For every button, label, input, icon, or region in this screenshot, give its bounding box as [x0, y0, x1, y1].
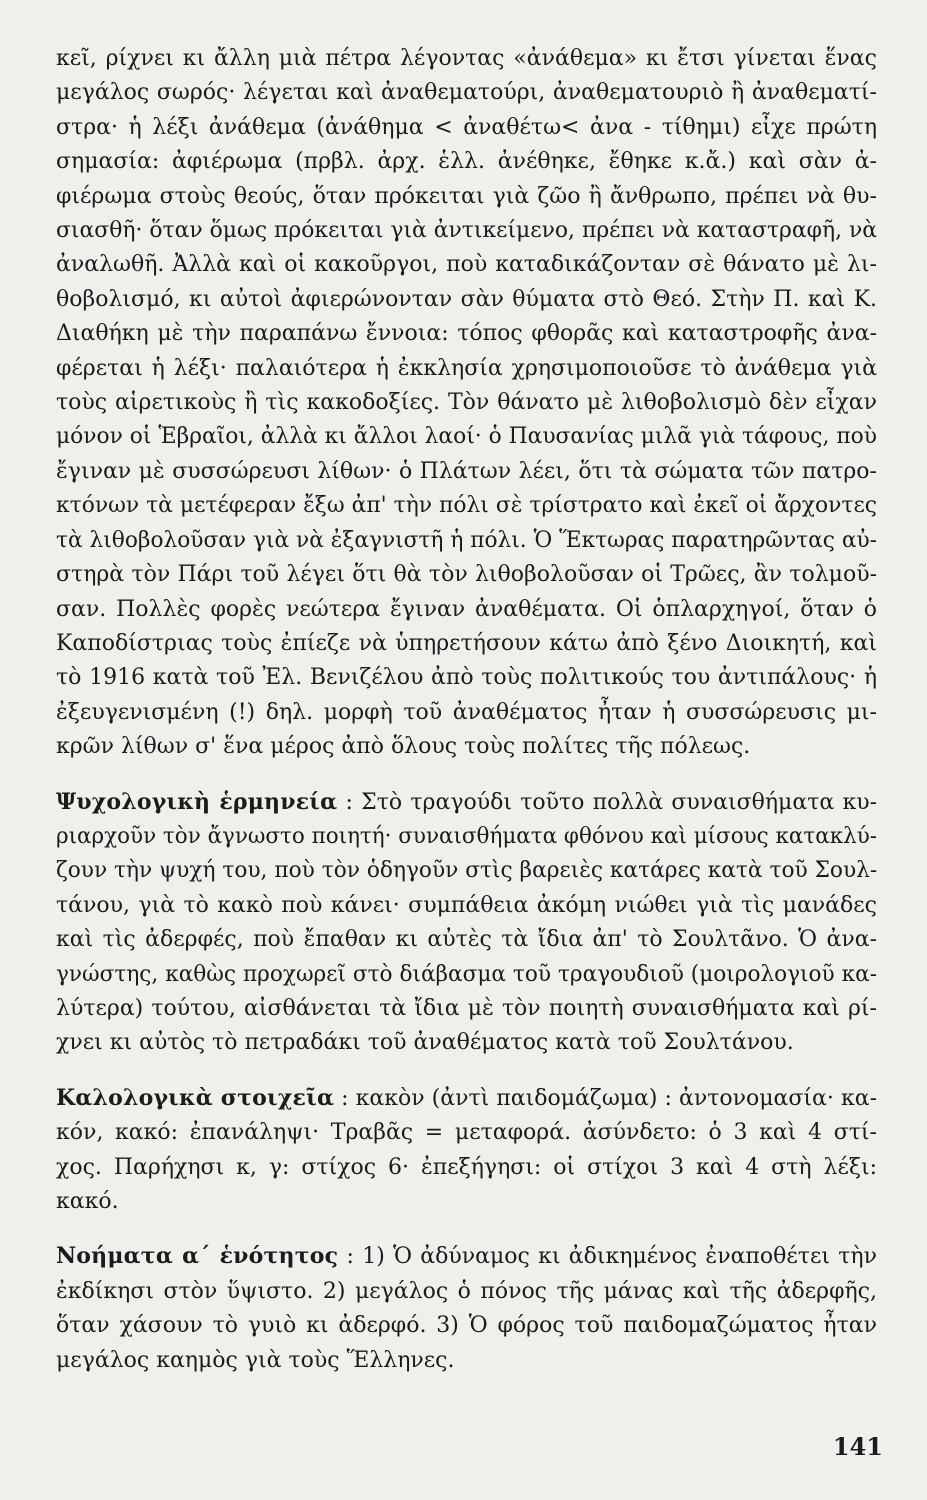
- text-line: ὅταν χάσουν τὸ γυιὸ κι ἀδερφό. 3) Ὁ φόρος τοῦ παιδομαζώματος ἦταν: [56, 1313, 877, 1339]
- paragraph-anathema: [56, 42, 877, 765]
- text-line: σαν. Πολλὲς φορὲς νεώτερα ἔγιναν ἀναθέματα. Οἱ ὁπλαρχηγοί, ὅταν ὁ: [56, 596, 877, 622]
- section-text-start: : κακὸν (ἀντὶ παιδομάζωμα) : ἀντονομασία· κα-: [341, 1085, 877, 1111]
- text-line: στρα· ἡ λέξι ἀνάθεμα (ἀνάθημα < ἀναθέτω< ἀνα - τίθημι) εἶχε πρώτη: [56, 114, 877, 140]
- text-line: ἐξευγενισμένη (!) δηλ. μορφὴ τοῦ ἀναθέματος ἦταν ἡ συσσώρευσις μι-: [56, 699, 877, 725]
- text-line: μεγάλος καημὸς γιὰ τοὺς Ἕλληνες.: [56, 1347, 455, 1373]
- page-number: 141: [832, 1432, 883, 1461]
- text-line: [56, 785, 877, 820]
- text-line: [56, 1239, 877, 1274]
- text-line: ἔγιναν μὲ συσσώρευσι λίθων· ὁ Πλάτων λέει, ὅτι τὰ σώματα τῶν πατρο-: [56, 458, 877, 484]
- section-text-start: : Στὸ τραγούδι τοῦτο πολλὰ συναισθήματα κυ-: [345, 789, 877, 815]
- section-heading: Καλολογικὰ στοιχεῖα: [56, 1084, 335, 1111]
- text-line: θοβολισμό, κι αὐτοὶ ἀφιερώνονταν σὰν θύματα στὸ Θεό. Στὴν Π. καὶ Κ.: [56, 286, 877, 312]
- text-line: λύτερα) τούτου, αἰσθάνεται τὰ ἴδια μὲ τὸν ποιητὴ συναισθήματα καὶ ρί-: [56, 995, 877, 1021]
- text-line: κεῖ, ρίχνει κι ἄλλη μιὰ πέτρα λέγοντας «ἀνάθεμα» κι ἔτσι γίνεται ἕνας: [56, 46, 877, 71]
- text-line: μεγάλος σωρός· λέγεται καὶ ἀναθεματούρι, ἀναθεματουριὸ ἢ ἀναθεματί-: [56, 80, 877, 106]
- section-heading: Νοήματα α΄ ἑνότητος: [56, 1243, 339, 1270]
- text-line: ριαρχοῦν τὸν ἄγνωστο ποιητή· συναισθήματα φθόνου καὶ μίσους κατακλύ-: [56, 823, 877, 849]
- section-meanings-unit-a: [56, 1239, 877, 1378]
- text-line: τοὺς αἱρετικοὺς ἢ τὶς κακοδοξίες. Τὸν θάνατο μὲ λιθοβολισμὸ δὲν εἶχαν: [56, 390, 877, 416]
- text-line: σιασθῆ· ὅταν ὅμως πρόκειται γιὰ ἀντικείμενο, πρέπει νὰ καταστραφῆ, νὰ: [56, 218, 877, 244]
- text-line: τάνου, γιὰ τὸ κακὸ ποὺ κάνει· συμπάθεια ἀκόμη νιώθει γιὰ τὶς μανάδες: [56, 892, 877, 918]
- text-line: κτόνων τὰ μετέφεραν ἔξω ἀπ' τὴν πόλι σὲ τρίστρατο καὶ ἐκεῖ οἱ ἄρχοντες: [56, 493, 877, 519]
- text-line: ἐκδίκησι στὸν ὕψιστο. 2) μεγάλος ὁ πόνος τῆς μάνας καὶ τῆς ἀδερφῆς,: [56, 1278, 877, 1304]
- text-line: σημασία: ἀφιέρωμα (πρβλ. ἀρχ. ἑλλ. ἀνέθηκε, ἔθηκε κ.ἄ.) καὶ σὰν ἀ-: [56, 149, 877, 175]
- text-line: τὸ 1916 κατὰ τοῦ Ἐλ. Βενιζέλου ἀπὸ τοὺς πολιτικούς του ἀντιπάλους· ἡ: [56, 665, 877, 691]
- text-line: τὰ λιθοβολοῦσαν γιὰ νὰ ἐξαγνιστῆ ἡ πόλι. Ὁ Ἕκτωρας παρατηρῶντας αὐ-: [56, 527, 877, 553]
- text-line: κόν, κακό: ἐπανάληψι· Τραβᾶς = μεταφορά. ἀσύνδετο: ὁ 3 καὶ 4 στί-: [56, 1120, 877, 1146]
- text-line: φιέρωμα στοὺς θεούς, ὅταν πρόκειται γιὰ ζῶο ἢ ἄνθρωπο, πρέπει νὰ θυ-: [56, 183, 877, 209]
- text-line: κρῶν λίθων σ' ἕνα μέρος ἀπὸ ὅλους τοὺς πολίτες τῆς πόλεως.: [56, 734, 751, 760]
- text-line: ζουν τὴν ψυχή του, ποὺ τὸν ὁδηγοῦν στὶς βαρειὲς κατάρες κατὰ τοῦ Σουλ-: [56, 858, 877, 884]
- text-line: ἀναλωθῆ. Ἀλλὰ καὶ οἱ κακοῦργοι, ποὺ καταδικάζονταν σὲ θάνατο μὲ λι-: [56, 252, 877, 278]
- text-line: γνώστης, καθὼς προχωρεῖ στὸ διάβασμα τοῦ τραγουδιοῦ (μοιρολογιοῦ κα-: [56, 961, 877, 987]
- section-psychological-interpretation: [56, 785, 877, 1061]
- text-line: [56, 1081, 877, 1116]
- text-line: χνει κι αὐτὸς τὸ πετραδάκι τοῦ ἀναθέματος κατὰ τοῦ Σουλτάνου.: [56, 1030, 794, 1056]
- section-aesthetic-elements: [56, 1081, 877, 1220]
- text-line: Καποδίστριας τοὺς ἐπίεζε νὰ ὑπηρετήσουν κάτω ἀπὸ ξένο Διοικητή, καὶ: [56, 630, 877, 656]
- section-text-start: : 1) Ὁ ἀδύναμος κι ἀδικημένος ἐναποθέτει τὴν: [346, 1244, 877, 1270]
- text-line: χος. Παρήχησι κ, γ: στίχος 6· ἐπεξήγησι: οἱ στίχοι 3 καὶ 4 στὴ λέξι:: [56, 1154, 877, 1180]
- text-line: φέρεται ἡ λέξι· παλαιότερα ἡ ἐκκλησία χρησιμοποιοῦσε τὸ ἀνάθεμα γιὰ: [56, 355, 877, 381]
- text-line: κακό.: [56, 1189, 119, 1214]
- text-line: μόνον οἱ Ἑβραῖοι, ἀλλὰ κι ἄλλοι λαοί· ὁ Παυσανίας μιλᾶ γιὰ τάφους, ποὺ: [56, 424, 877, 450]
- text-line: στηρὰ τὸν Πάρι τοῦ λέγει ὅτι θὰ τὸν λιθοβολοῦσαν οἱ Τρῶες, ἂν τολμοῦ-: [56, 562, 877, 588]
- text-line: Διαθήκη μὲ τὴν παραπάνω ἔννοια: τόπος φθορᾶς καὶ καταστροφῆς ἀνα-: [56, 321, 877, 347]
- text-line: καὶ τὶς ἀδερφές, ποὺ ἔπαθαν κι αὐτὲς τὰ ἴδια ἀπ' τὸ Σουλτᾶνο. Ὁ ἀνα-: [56, 927, 877, 953]
- section-heading: Ψυχολογικὴ ἑρμηνεία: [56, 788, 338, 815]
